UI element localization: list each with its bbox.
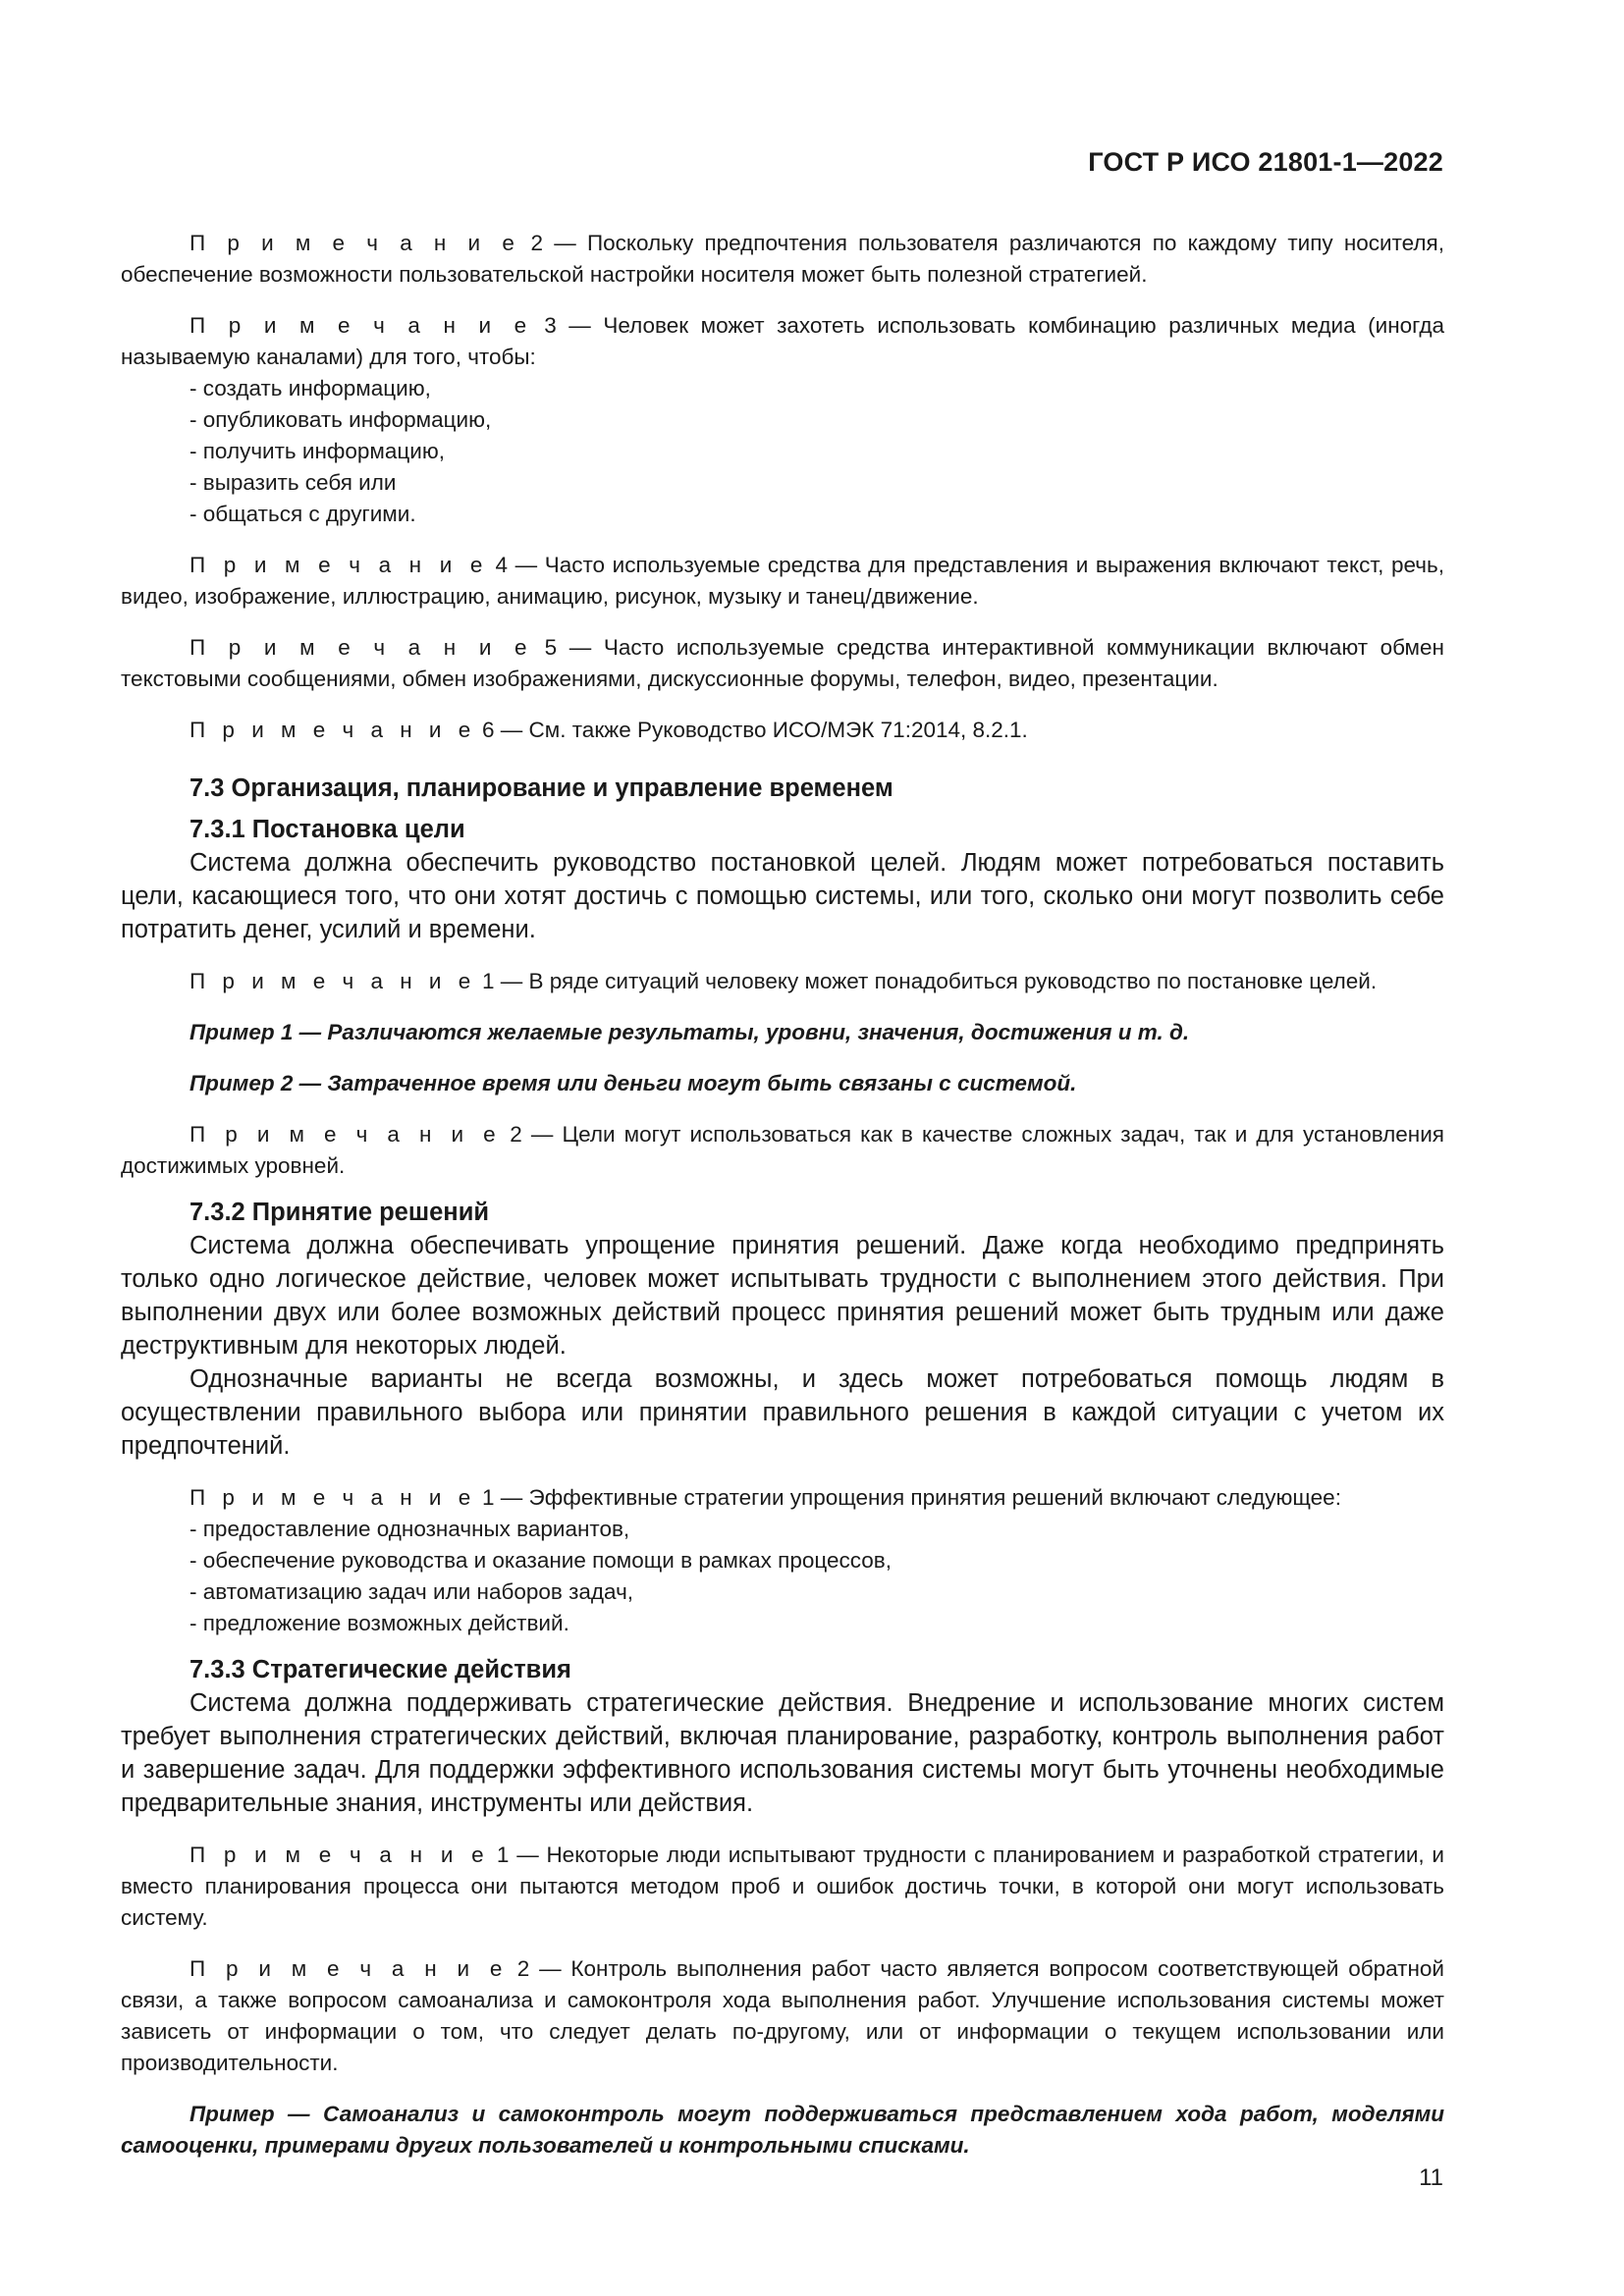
section-7-3-2-body-1: Система должна обеспечивать упрощение принятия решений. Даже когда необходимо предпринять только одно логическое действие, человек может испытывать трудности с выполнением этого действия. При выполнении двух или более возможных действий процесс принятия решений может быть трудным или даже деструктивным для некоторых людей. — [121, 1232, 1444, 1360]
list-item: - создать информацию, — [189, 376, 431, 400]
note-label: П р и м е ч а н и е — [189, 1956, 508, 1981]
list-item: - выразить себя или — [189, 470, 397, 495]
page-content — [121, 228, 1444, 2162]
example-7-3-3: Пример — Самоанализ и самоконтроль могут поддерживаться представлением хода работ, моделями самооценки, примерами других пользователей и контрольными списками. — [121, 2102, 1444, 2158]
section-7-3-1-body: Система должна обеспечить руководство постановкой целей. Людям может потребоваться поставить цели, касающиеся того, что они хотят достичь с помощью системы, или того, сколько они могут позволить себе потратить денег, усилий и времени. — [121, 849, 1444, 943]
section-7-3-3-body: Система должна поддерживать стратегические действия. Внедрение и использование многих систем требует выполнения стратегических действий, включая планирование, разработку, контроль выполнения работ и завершение задач. Для поддержки эффективного использования системы могут быть уточнены необходимые предварительные знания, инструменты или действия. — [121, 1689, 1444, 1817]
document-header: ГОСТ Р ИСО 21801-1—2022 — [1088, 147, 1443, 177]
note-7-3-1-1: П р и м е ч а н и е 1 — В ряде ситуаций человеку может понадобиться руководство по постановке целей. — [189, 969, 1378, 993]
note-3-list — [121, 373, 1444, 530]
list-item: - получить информацию, — [189, 439, 445, 463]
list-item: - обеспечение руководства и оказание помощи в рамках процессов, — [189, 1548, 893, 1573]
list-item: - опубликовать информацию, — [189, 407, 492, 432]
list-item: - предоставление однозначных вариантов, — [189, 1517, 630, 1541]
note-7-3-1-2: П р и м е ч а н и е 2 — Цели могут использоваться как в качестве сложных задач, так и для установления достижимых уровней. — [121, 1122, 1444, 1178]
section-heading-7-3-1: 7.3.1 Постановка цели — [189, 816, 465, 843]
note-label: П р и м е ч а н и е — [189, 231, 520, 255]
note-4: П р и м е ч а н и е 4 — Часто используемые средства для представления и выражения включают текст, речь, видео, изображение, иллюстрацию, анимацию, рисунок, музыку и танец/движение. — [121, 553, 1444, 609]
note-6: П р и м е ч а н и е 6 — См. также Руководство ИСО/МЭК 71:2014, 8.2.1. — [189, 718, 1028, 742]
list-item: - автоматизацию задач или наборов задач, — [189, 1579, 634, 1604]
note-7-3-2-1: П р и м е ч а н и е 1 — Эффективные стратегии упрощения принятия решений включают следующее: — [189, 1485, 1341, 1510]
list-item: - предложение возможных действий. — [189, 1611, 569, 1635]
note-label: П р и м е ч а н и е — [189, 313, 532, 338]
note-7-3-3-2: П р и м е ч а н и е 2 — Контроль выполнения работ часто является вопросом соответствующей обратной связи, а также вопросом самоанализа и самоконтроля хода выполнения работ. Улучшение использования системы может зависеть от информации о том, что следует делать по-другому, или от информации о текущем использовании или производительности. — [121, 1956, 1444, 2075]
note-7-3-3-1: П р и м е ч а н и е 1 — Некоторые люди испытывают трудности с планированием и разработкой стратегии, и вместо планирования процесса они пытаются методом проб и ошибок достичь точки, в которой они могут использовать систему. — [121, 1842, 1444, 1930]
note-3: П р и м е ч а н и е 3 — Человек может захотеть использовать комбинацию различных медиа (иногда называемую каналами) для того, чтобы: — [121, 313, 1444, 369]
note-label: П р и м е ч а н и е — [189, 1485, 476, 1510]
example-1: Пример 1 — Различаются желаемые результаты, уровни, значения, достижения и т. д. — [189, 1020, 1190, 1044]
list-item: - общаться с другими. — [189, 502, 416, 526]
note-5: П р и м е ч а н и е 5 — Часто используемые средства интерактивной коммуникации включают обмен текстовыми сообщениями, обмен изображениями, дискуссионные форумы, телефон, видео, презентации. — [121, 635, 1444, 691]
note-7-3-2-1-list — [121, 1514, 1444, 1639]
note-label: П р и м е ч а н и е — [189, 1842, 490, 1867]
page-number: 11 — [1419, 2164, 1443, 2191]
note-2: П р и м е ч а н и е 2 — Поскольку предпочтения пользователя различаются по каждому типу носителя, обеспечение возможности пользовательской настройки носителя может быть полезной стратегией. — [121, 231, 1444, 287]
section-7-3-2-body-2: Однозначные варианты не всегда возможны, и здесь может потребоваться помощь людям в осуществлении правильного выбора или принятии правильного решения в каждой ситуации с учетом их предпочтений. — [121, 1365, 1444, 1460]
example-2: Пример 2 — Затраченное время или деньги могут быть связаны с системой. — [189, 1071, 1077, 1095]
note-label: П р и м е ч а н и е — [189, 969, 476, 993]
note-label: П р и м е ч а н и е — [189, 553, 488, 577]
note-label: П р и м е ч а н и е — [189, 635, 533, 660]
section-heading-7-3-3: 7.3.3 Стратегические действия — [189, 1656, 571, 1683]
note-label: П р и м е ч а н и е — [189, 1122, 502, 1147]
section-heading-7-3-2: 7.3.2 Принятие решений — [189, 1199, 490, 1226]
note-label: П р и м е ч а н и е — [189, 718, 476, 742]
section-heading-7-3: 7.3 Организация, планирование и управление временем — [189, 774, 893, 802]
